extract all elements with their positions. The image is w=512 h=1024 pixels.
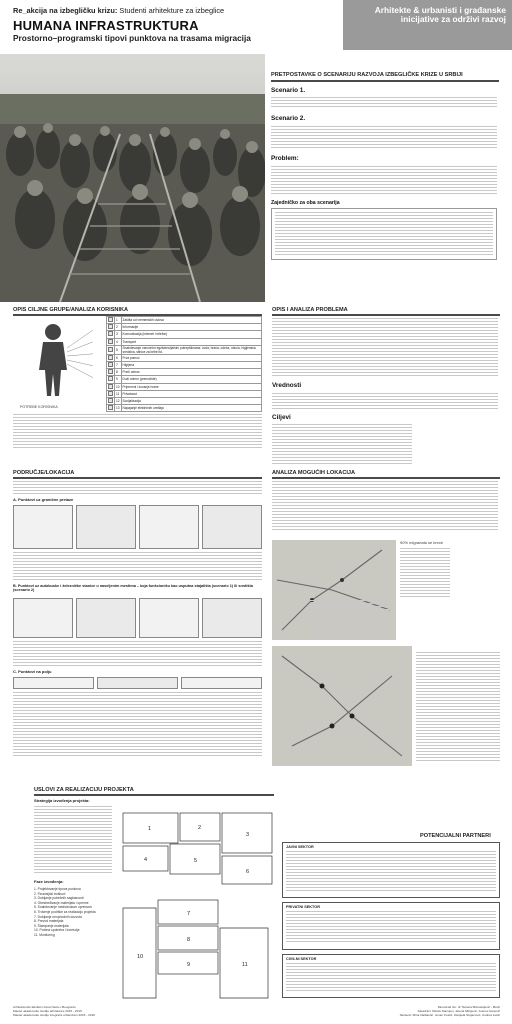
need-label: Preči odmor <box>121 369 261 376</box>
need-icon <box>108 384 113 389</box>
divider <box>13 477 262 479</box>
problem-analysis-text <box>272 318 498 378</box>
partner-private <box>282 902 500 950</box>
type-c-plans <box>13 677 262 689</box>
partner-civil <box>282 954 500 998</box>
phase-item: 4. Obezbeđivanje materijala i opreme <box>34 900 89 905</box>
phase-item: 1. Projektovanje tipova punkova <box>34 887 81 891</box>
phase-number: 1 <box>148 826 152 832</box>
needs-row <box>107 383 262 390</box>
migration-share-note: 90% migranata se kreće <box>400 540 444 545</box>
location-analysis-heading: ANALIZA MOGUĆIH LOKACIJA <box>272 470 356 476</box>
need-label: Komunikacija (internet i telefon) <box>121 331 261 338</box>
phase-item: 6. Trošenje podrške za realizaciju projekta <box>34 910 96 915</box>
user-needs-caption: POTREBE KORISNIKA <box>20 405 58 409</box>
phase-number: 10 <box>137 954 144 960</box>
map-note-text <box>400 548 450 598</box>
partner-civil-title: CIVILNI SEKTOR <box>286 957 317 961</box>
divider <box>34 794 274 796</box>
need-number: 7 <box>115 361 122 368</box>
need-label: Snabdevanje osnovnim egzistencijalnim potrepštinama: voda, hrana, odeća, obuća, higijenska sredstva, sitnice za bebe itd. <box>121 345 261 354</box>
scenario-1-title: Scenario 1. <box>271 87 306 94</box>
phase-box-10 <box>123 908 156 998</box>
needs-row <box>107 361 262 368</box>
scenario-2-text <box>271 126 497 150</box>
needs-row <box>107 397 262 404</box>
scenario-2-title: Scenario 2. <box>271 115 306 122</box>
organization-box: Arhitekte & urbanisti i građanske inicijative za održivi razvoj <box>343 0 512 50</box>
target-heading: OPIS CILJNE GRUPE/ANALIZA KORISNIKA <box>13 307 129 313</box>
common-box <box>271 208 497 260</box>
page-subtitle: Prostorno–programski tipovi punktova na trasama migracija <box>13 33 251 43</box>
phase-number: 11 <box>242 962 248 968</box>
phase-item: 3. Dobijanje potrebnih saglasnosti <box>34 896 84 901</box>
phase-number: 6 <box>246 869 250 875</box>
partners-heading: POTENCIJALNI PARTNERI <box>420 833 491 839</box>
phase-number: 2 <box>198 825 202 831</box>
phase-number: 7 <box>187 911 191 917</box>
need-number: 9 <box>115 376 122 383</box>
footer-right: Mentorski tim: dr Tamara Milosavljević - Mulić Saradnici: Nikola Stanojev, Jelena Milojević, Jelena Ivanović Studenti: Mina Nalbantić, Jovan Kostić, Danijela Stojanović, Andrea Lukić <box>399 1005 500 1017</box>
phase-number: 9 <box>187 962 191 968</box>
location-intro <box>13 481 262 495</box>
need-label: Pripremni i čuvanje hrane <box>121 383 261 390</box>
problem-title: Problem: <box>271 155 299 162</box>
map-note-text-2 <box>310 600 390 640</box>
needs-row <box>107 317 262 324</box>
phase-item: 10. Probna upotreba i korekcije <box>34 928 80 933</box>
phase-number: 4 <box>144 857 148 863</box>
needs-row <box>107 405 262 412</box>
needs-row <box>107 354 262 361</box>
header-tagline: Re_akcija na izbegličku krizu: Studenti arhitekture za izbeglice <box>13 6 225 15</box>
user-figure-icon <box>13 318 93 403</box>
divider <box>271 80 499 82</box>
realization-heading: USLOVI ZA REALIZACIJU PROJEKTA <box>34 787 134 793</box>
needs-row <box>107 390 262 397</box>
needs-row <box>107 324 262 331</box>
type-b-plans <box>13 598 262 638</box>
scenario-1-text <box>271 97 497 109</box>
need-label: Zaštita od vremenskih uslova <box>121 317 261 324</box>
phases-list <box>34 887 114 938</box>
type-b-title: B. Punktovi uz autobuske i železničke stanice u naseljenim mestima – koja funkcionišu kao usputna stajališta (scenario 1) ili središta (scenario 2) <box>13 584 253 592</box>
phase-item: 11. Monitoring <box>34 933 55 938</box>
need-icon <box>108 347 113 352</box>
divider <box>272 314 500 316</box>
need-icon <box>108 331 113 336</box>
divider <box>272 477 500 479</box>
type-a-text <box>13 552 262 580</box>
goals-text <box>272 424 412 466</box>
type-a-title: A. Punktovi uz granične prelaze <box>13 497 74 502</box>
need-label: Prva pomoć <box>121 354 261 361</box>
hero-photo <box>0 54 265 302</box>
phases-title: Faze izvođenja: <box>34 879 64 884</box>
need-icon <box>108 362 113 367</box>
goals-title: Ciljevi <box>272 414 291 421</box>
need-number: 13 <box>116 406 120 411</box>
partner-private-title: PRIVATNI SEKTOR <box>286 905 320 909</box>
need-number: 2 <box>115 324 122 331</box>
phase-number: 8 <box>187 937 191 943</box>
common-title: Zajedničko za oba scenarija <box>271 200 340 206</box>
phase-item: 9. Štampanje materijala <box>34 923 69 928</box>
need-icon <box>108 369 113 374</box>
values-text <box>272 393 498 411</box>
need-label: Informacije <box>121 324 261 331</box>
target-text <box>13 414 262 448</box>
phase-number: 5 <box>194 858 198 864</box>
strategy-text <box>34 806 112 874</box>
need-icon <box>108 405 113 410</box>
need-label: Privatnost <box>121 390 261 397</box>
strategy-title: Strategija izvođenja projekta: <box>34 798 90 803</box>
needs-row <box>107 369 262 376</box>
phase-item: 8. Prevod materijala <box>34 919 64 924</box>
need-icon <box>108 391 113 396</box>
need-number: 11 <box>116 391 120 396</box>
footer-left: Arhitektonski fakultet Univerziteta u Beogradu Master akademske studije arhitekture 2015 - 2016 Master akademske studije integralni urbanizam 2015 - 2016 <box>13 1005 96 1017</box>
need-icon <box>108 355 113 360</box>
need-icon <box>108 317 113 322</box>
phases-diagram <box>118 808 278 1008</box>
need-label: Duži odmor (prenoćište) <box>121 376 261 383</box>
type-c-text <box>13 692 262 756</box>
need-label: Higijena <box>121 361 261 368</box>
phase-item: 2. Finansijski troškovi <box>34 891 66 896</box>
user-needs-table <box>106 316 262 412</box>
needs-row <box>107 376 262 383</box>
values-title: Vrednosti <box>272 382 302 389</box>
page-title: HUMANA INFRASTRUKTURA <box>13 18 199 33</box>
routes-legend-text <box>416 652 500 762</box>
type-c-title: C. Punktovi na polju <box>13 669 52 674</box>
need-number: 3 <box>115 331 122 338</box>
needs-row <box>107 331 262 338</box>
partner-public-title: JAVNI SEKTOR <box>286 845 314 849</box>
partner-public <box>282 842 500 898</box>
need-number: 5 <box>115 345 122 354</box>
map-routes <box>272 646 412 766</box>
need-number: 10 <box>116 384 120 389</box>
needs-row <box>107 338 262 345</box>
need-number: 1 <box>115 317 122 324</box>
need-icon <box>108 376 113 381</box>
problem-analysis-heading: OPIS I ANALIZA PROBLEMA <box>272 307 348 313</box>
type-b-text <box>13 641 262 667</box>
phase-item: 5. Snabdevanje medicinskom opremom <box>34 905 92 910</box>
need-icon <box>108 324 113 329</box>
problem-text <box>271 166 497 196</box>
need-label: Transport <box>121 338 261 345</box>
scenarios-heading: PRETPOSTAVKE O SCENARIJU RAZVOJA IZBEGLIČKE KRIZE U SRBIJI <box>271 72 463 78</box>
location-analysis-text <box>272 481 498 531</box>
need-number: 6 <box>115 354 122 361</box>
need-label: Socijalizacija <box>121 397 261 404</box>
need-icon <box>108 339 113 344</box>
needs-row <box>107 345 262 354</box>
phase-number: 3 <box>246 832 250 838</box>
need-number: 8 <box>115 369 122 376</box>
need-label: Napajanje električnih uređaja <box>121 405 261 412</box>
location-heading: PODRUČJE/LOKACIJA <box>13 470 75 476</box>
need-number: 12 <box>116 398 120 403</box>
need-icon <box>108 398 113 403</box>
need-number: 4 <box>115 338 122 345</box>
type-a-plans <box>13 505 262 549</box>
phase-item: 7. Dobijanje neophodnih dozvola <box>34 914 82 919</box>
